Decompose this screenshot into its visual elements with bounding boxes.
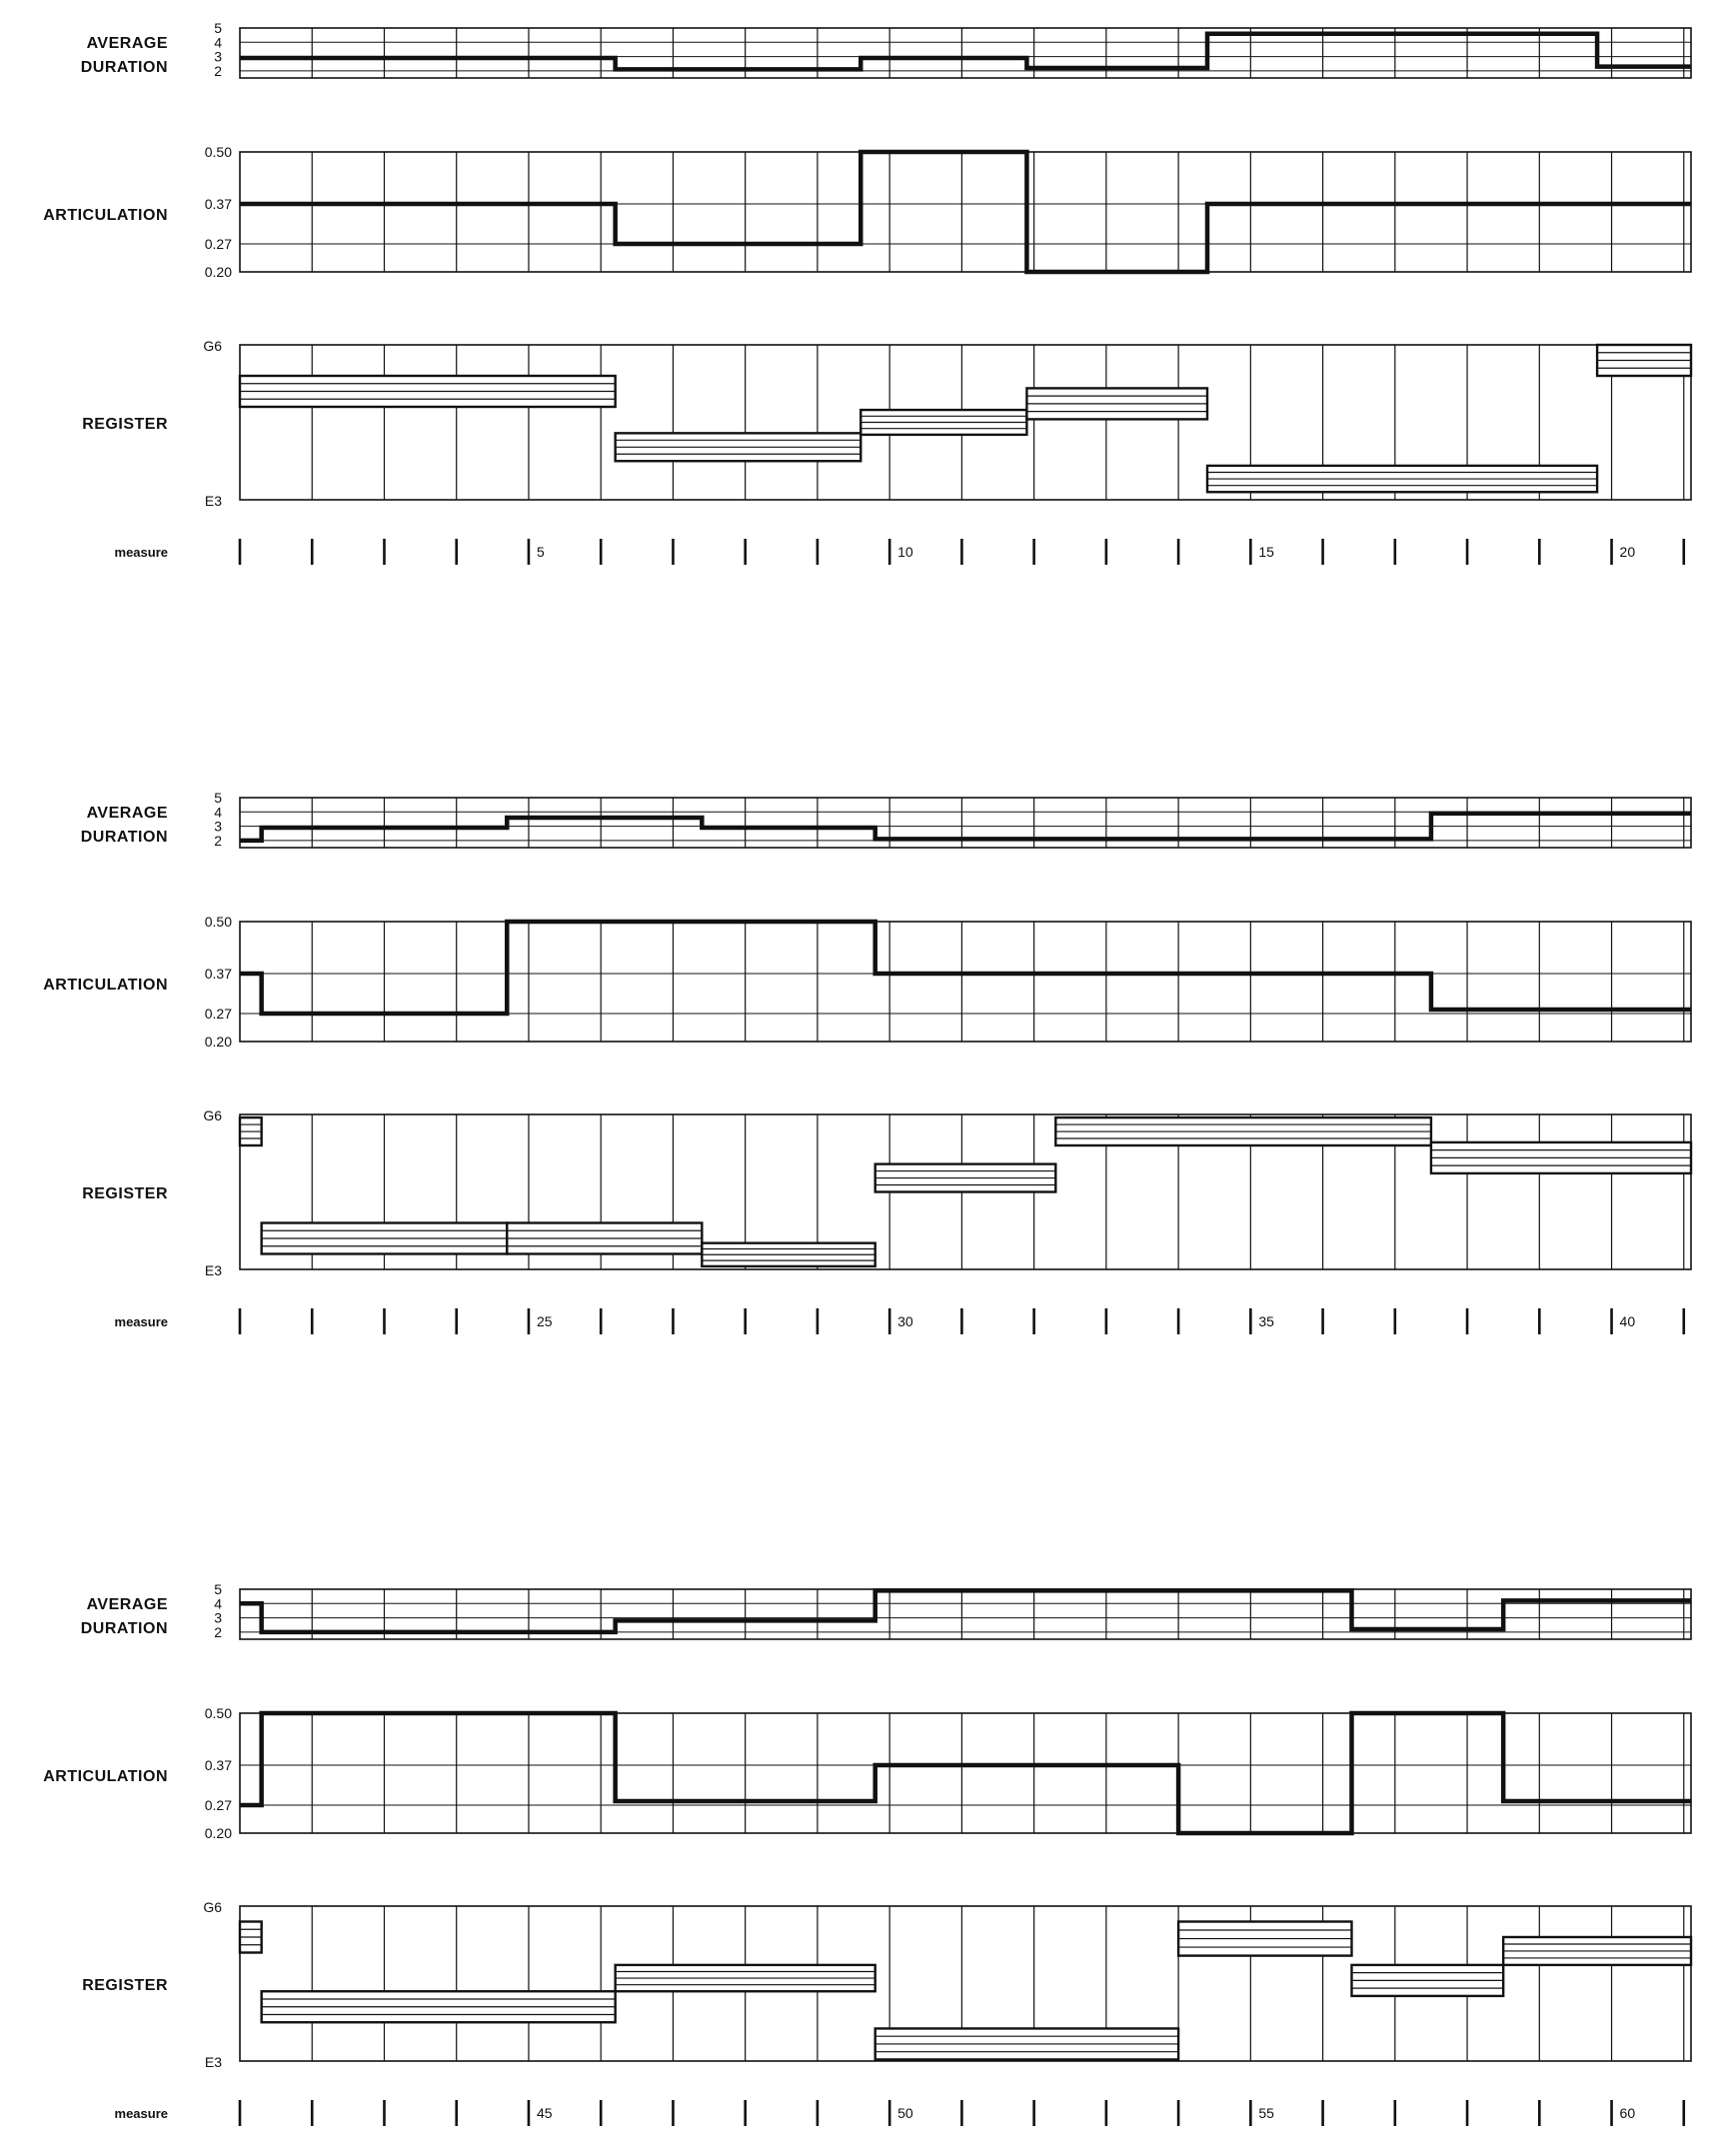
duration-step-line	[240, 814, 1691, 841]
register-band	[1026, 388, 1207, 419]
measure-number-label: 25	[536, 1313, 553, 1329]
register-band	[240, 376, 616, 407]
measure-number-label: 50	[897, 2105, 913, 2121]
row-3	[43, 1581, 1691, 2126]
register-band	[1503, 1937, 1691, 1965]
register-band	[875, 2028, 1178, 2059]
register-label: REGISTER	[82, 1977, 168, 1994]
articulation-tick-label: 0.50	[204, 1705, 232, 1721]
duration-tick-label: 4	[214, 34, 222, 51]
articulation-tick-label: 0.20	[204, 1825, 232, 1841]
measure-number-label: 45	[536, 2105, 553, 2121]
register-label: REGISTER	[82, 1185, 168, 1202]
measure-number-label: 55	[1258, 2105, 1274, 2121]
register-band	[616, 1965, 875, 1991]
articulation-label: ARTICULATION	[43, 207, 168, 224]
register-band	[262, 1991, 616, 2022]
row-1	[43, 20, 1691, 565]
measure-number-label: 15	[1258, 544, 1274, 560]
duration-tick-label: 3	[214, 818, 222, 835]
articulation-frame	[240, 152, 1691, 272]
articulation-step-line	[240, 152, 1691, 272]
duration-tick-label: 4	[214, 804, 222, 821]
register-band	[1351, 1965, 1503, 1996]
duration-step-line	[240, 1590, 1691, 1631]
articulation-tick-label: 0.20	[204, 264, 232, 280]
duration-tick-label: 5	[214, 20, 222, 36]
register-label: REGISTER	[82, 416, 168, 433]
register-band	[1178, 1922, 1351, 1956]
duration-label-line2: DURATION	[80, 1620, 168, 1637]
register-band	[616, 433, 861, 461]
articulation-frame	[240, 922, 1691, 1042]
duration-tick-label: 5	[214, 1581, 222, 1597]
measure-number-label: 35	[1258, 1313, 1274, 1329]
measure-number-label: 20	[1619, 544, 1636, 560]
measure-number-label: 40	[1619, 1313, 1636, 1329]
articulation-tick-label: 0.37	[204, 966, 232, 982]
duration-label-line1: AVERAGE	[86, 35, 168, 52]
duration-tick-label: 4	[214, 1595, 222, 1612]
register-band	[875, 1164, 1056, 1192]
duration-step-line	[240, 34, 1691, 70]
articulation-tick-label: 0.20	[204, 1034, 232, 1050]
articulation-frame	[240, 1713, 1691, 1833]
duration-tick-label: 2	[214, 1623, 222, 1640]
duration-label-line1: AVERAGE	[86, 1596, 168, 1613]
register-tick-top: G6	[203, 1899, 222, 1915]
measure-number-label: 30	[897, 1313, 913, 1329]
articulation-tick-label: 0.37	[204, 1757, 232, 1773]
register-tick-bottom: E3	[204, 1262, 222, 1278]
measure-label: measure	[114, 2106, 168, 2121]
register-tick-top: G6	[203, 338, 222, 354]
articulation-label: ARTICULATION	[43, 1768, 168, 1785]
articulation-tick-label: 0.50	[204, 914, 232, 930]
measure-number-label: 60	[1619, 2105, 1636, 2121]
measure-number-label: 10	[897, 544, 913, 560]
register-tick-top: G6	[203, 1107, 222, 1123]
articulation-label: ARTICULATION	[43, 977, 168, 994]
duration-tick-label: 2	[214, 832, 222, 849]
measure-label: measure	[114, 1314, 168, 1329]
register-band	[1431, 1142, 1691, 1173]
register-tick-bottom: E3	[204, 2054, 222, 2070]
articulation-tick-label: 0.37	[204, 196, 232, 212]
register-tick-bottom: E3	[204, 493, 222, 509]
register-band	[860, 410, 1026, 435]
articulation-step-line	[240, 1713, 1691, 1833]
register-band	[240, 1922, 262, 1953]
register-band	[240, 1117, 262, 1145]
register-band	[262, 1223, 508, 1254]
register-band	[1597, 345, 1691, 376]
duration-tick-label: 2	[214, 62, 222, 79]
register-band	[1055, 1117, 1431, 1145]
row-2	[43, 790, 1691, 1334]
measure-label: measure	[114, 545, 168, 560]
duration-tick-label: 3	[214, 48, 222, 65]
articulation-tick-label: 0.27	[204, 236, 232, 252]
articulation-tick-label: 0.27	[204, 1797, 232, 1813]
articulation-step-line	[240, 922, 1691, 1014]
duration-label-line2: DURATION	[80, 829, 168, 846]
register-band	[1207, 466, 1597, 492]
duration-tick-label: 5	[214, 790, 222, 806]
duration-label-line2: DURATION	[80, 59, 168, 76]
duration-label-line1: AVERAGE	[86, 805, 168, 822]
measure-number-label: 5	[536, 544, 545, 560]
articulation-tick-label: 0.50	[204, 144, 232, 160]
duration-tick-label: 3	[214, 1609, 222, 1626]
articulation-tick-label: 0.27	[204, 1006, 232, 1022]
register-band	[507, 1223, 702, 1254]
register-band	[702, 1243, 874, 1266]
